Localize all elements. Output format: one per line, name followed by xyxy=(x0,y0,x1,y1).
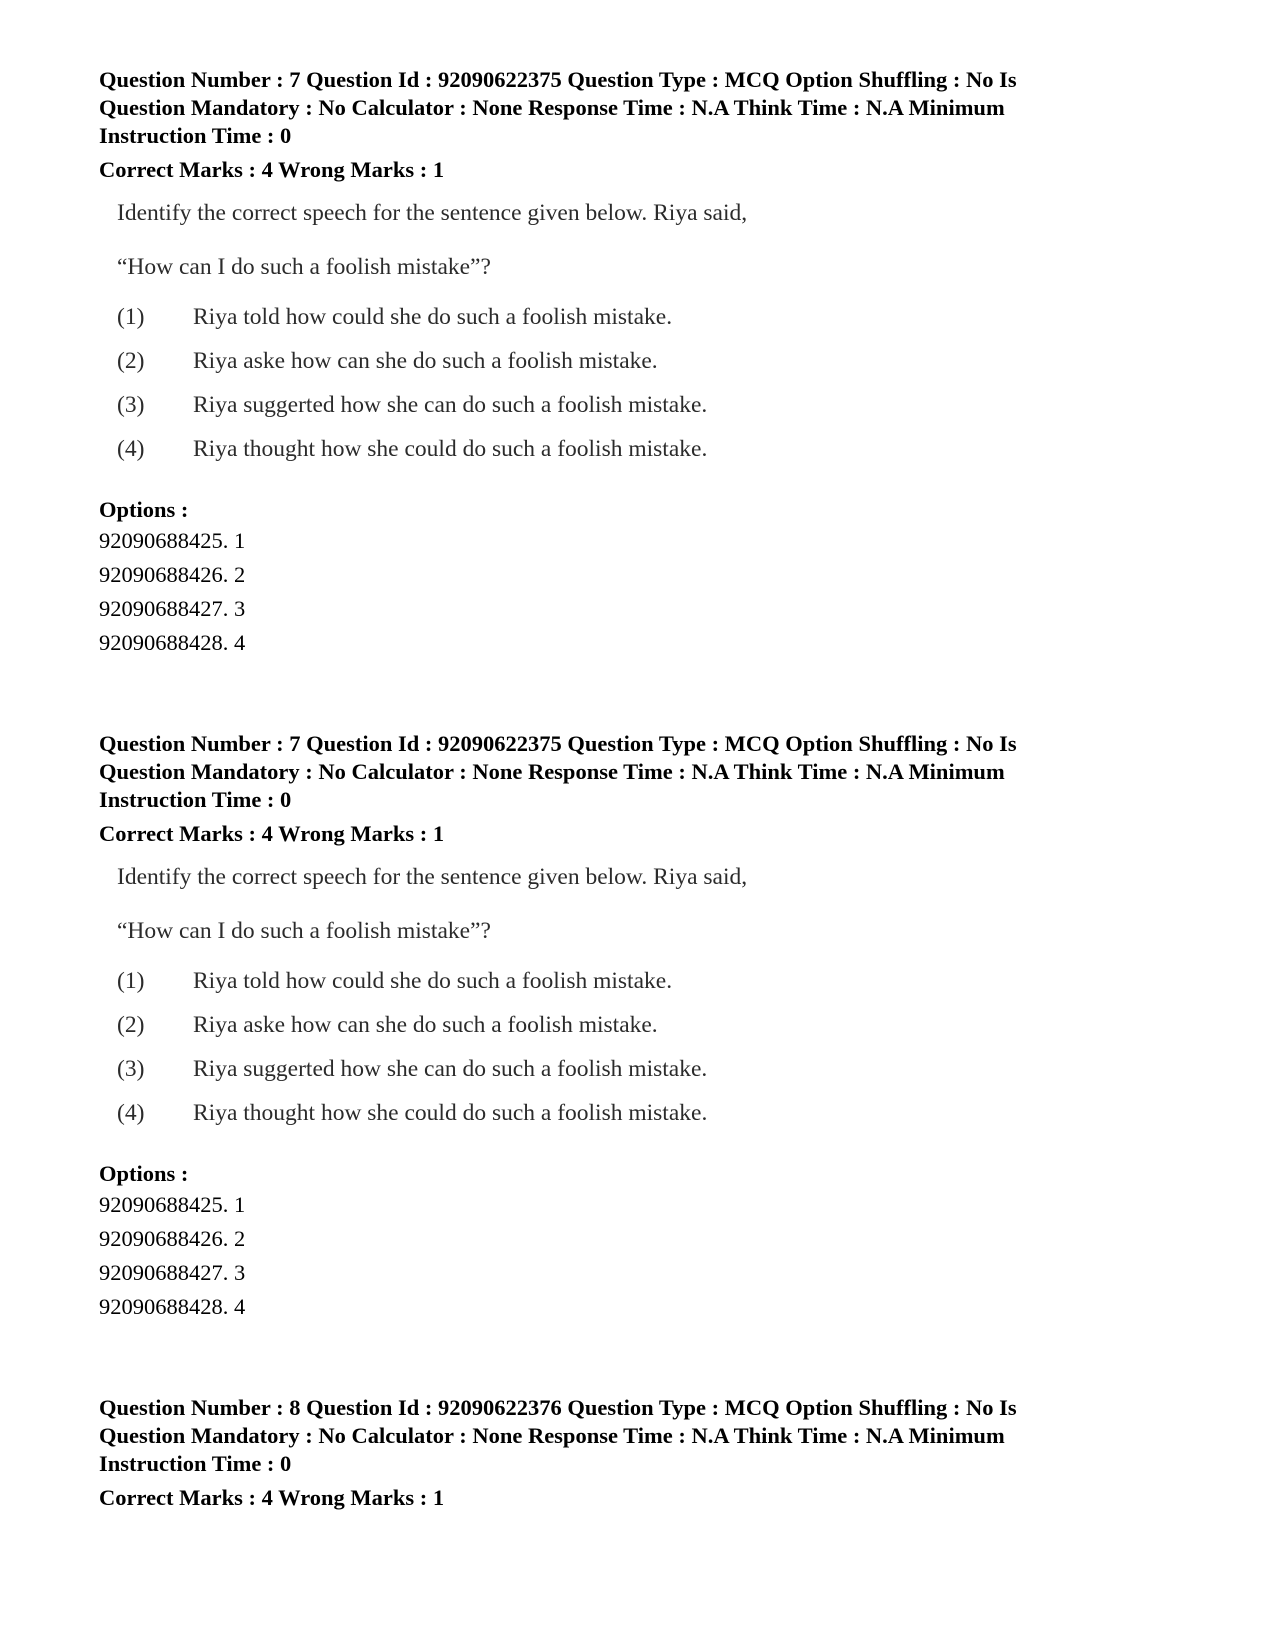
option-item: 92090688427. 3 xyxy=(99,596,246,621)
meta-line: Question Number : 7 Question Id : 92090622375 Question Type : MCQ Option Shuffling : No Is xyxy=(99,67,1017,92)
marks-line: Correct Marks : 4 Wrong Marks : 1 xyxy=(99,157,445,182)
meta-line: Question Mandatory : No Calculator : None Response Time : N.A Think Time : N.A Minimum xyxy=(99,1423,1005,1448)
choice-text: Riya aske how can she do such a foolish mistake. xyxy=(193,1012,658,1038)
choice-list xyxy=(117,966,1189,1142)
marks-line: Correct Marks : 4 Wrong Marks : 1 xyxy=(99,1485,445,1510)
question-quote: “How can I do such a foolish mistake”? xyxy=(117,254,491,280)
option-item: 92090688428. 4 xyxy=(99,630,246,655)
meta-line: Question Mandatory : No Calculator : None Response Time : N.A Think Time : N.A Minimum xyxy=(99,95,1005,120)
question-block-3 xyxy=(99,1394,1189,1512)
choice-text: Riya told how could she do such a foolish mistake. xyxy=(193,304,673,330)
option-item: 92090688428. 4 xyxy=(99,1294,246,1319)
choice-item xyxy=(117,1010,1189,1054)
meta-line: Question Number : 7 Question Id : 92090622375 Question Type : MCQ Option Shuffling : No Is xyxy=(99,731,1017,756)
choice-text: Riya told how could she do such a foolish mistake. xyxy=(193,968,673,994)
choice-number: (2) xyxy=(117,1012,145,1038)
choice-number: (4) xyxy=(117,1100,145,1126)
options-label: Options : xyxy=(99,1161,189,1186)
choice-item xyxy=(117,346,1189,390)
meta-line: Instruction Time : 0 xyxy=(99,787,292,812)
question-meta xyxy=(99,66,1189,150)
question-content xyxy=(117,862,1189,1142)
choice-text: Riya aske how can she do such a foolish mistake. xyxy=(193,348,658,374)
choice-number: (2) xyxy=(117,348,145,374)
choice-number: (1) xyxy=(117,968,145,994)
question-text: Identify the correct speech for the sentence given below. Riya said, xyxy=(117,864,748,890)
choice-item xyxy=(117,390,1189,434)
marks-line: Correct Marks : 4 Wrong Marks : 1 xyxy=(99,821,445,846)
choice-number: (3) xyxy=(117,1056,145,1082)
choice-text: Riya suggerted how she can do such a foolish mistake. xyxy=(193,1056,708,1082)
options-list xyxy=(99,524,1189,660)
choice-number: (1) xyxy=(117,304,145,330)
option-item: 92090688426. 2 xyxy=(99,1226,246,1251)
meta-line: Instruction Time : 0 xyxy=(99,123,292,148)
options-label: Options : xyxy=(99,497,189,522)
choice-text: Riya suggerted how she can do such a foolish mistake. xyxy=(193,392,708,418)
choice-number: (3) xyxy=(117,392,145,418)
question-meta xyxy=(99,730,1189,814)
choice-text: Riya thought how she could do such a foolish mistake. xyxy=(193,1100,708,1126)
question-block-1 xyxy=(99,66,1189,660)
choice-number: (4) xyxy=(117,436,145,462)
option-item: 92090688425. 1 xyxy=(99,1192,246,1217)
option-item: 92090688425. 1 xyxy=(99,528,246,553)
meta-line: Question Number : 8 Question Id : 92090622376 Question Type : MCQ Option Shuffling : No Is xyxy=(99,1395,1017,1420)
question-content xyxy=(117,198,1189,478)
choice-list xyxy=(117,302,1189,478)
choice-item xyxy=(117,302,1189,346)
question-block-2 xyxy=(99,730,1189,1324)
option-item: 92090688426. 2 xyxy=(99,562,246,587)
question-text: Identify the correct speech for the sentence given below. Riya said, xyxy=(117,200,748,226)
question-meta xyxy=(99,1394,1189,1478)
choice-text: Riya thought how she could do such a foolish mistake. xyxy=(193,436,708,462)
question-quote: “How can I do such a foolish mistake”? xyxy=(117,918,491,944)
meta-line: Instruction Time : 0 xyxy=(99,1451,292,1476)
choice-item xyxy=(117,1098,1189,1142)
options-list xyxy=(99,1188,1189,1324)
meta-line: Question Mandatory : No Calculator : None Response Time : N.A Think Time : N.A Minimum xyxy=(99,759,1005,784)
choice-item xyxy=(117,1054,1189,1098)
choice-item xyxy=(117,434,1189,478)
option-item: 92090688427. 3 xyxy=(99,1260,246,1285)
choice-item xyxy=(117,966,1189,1010)
